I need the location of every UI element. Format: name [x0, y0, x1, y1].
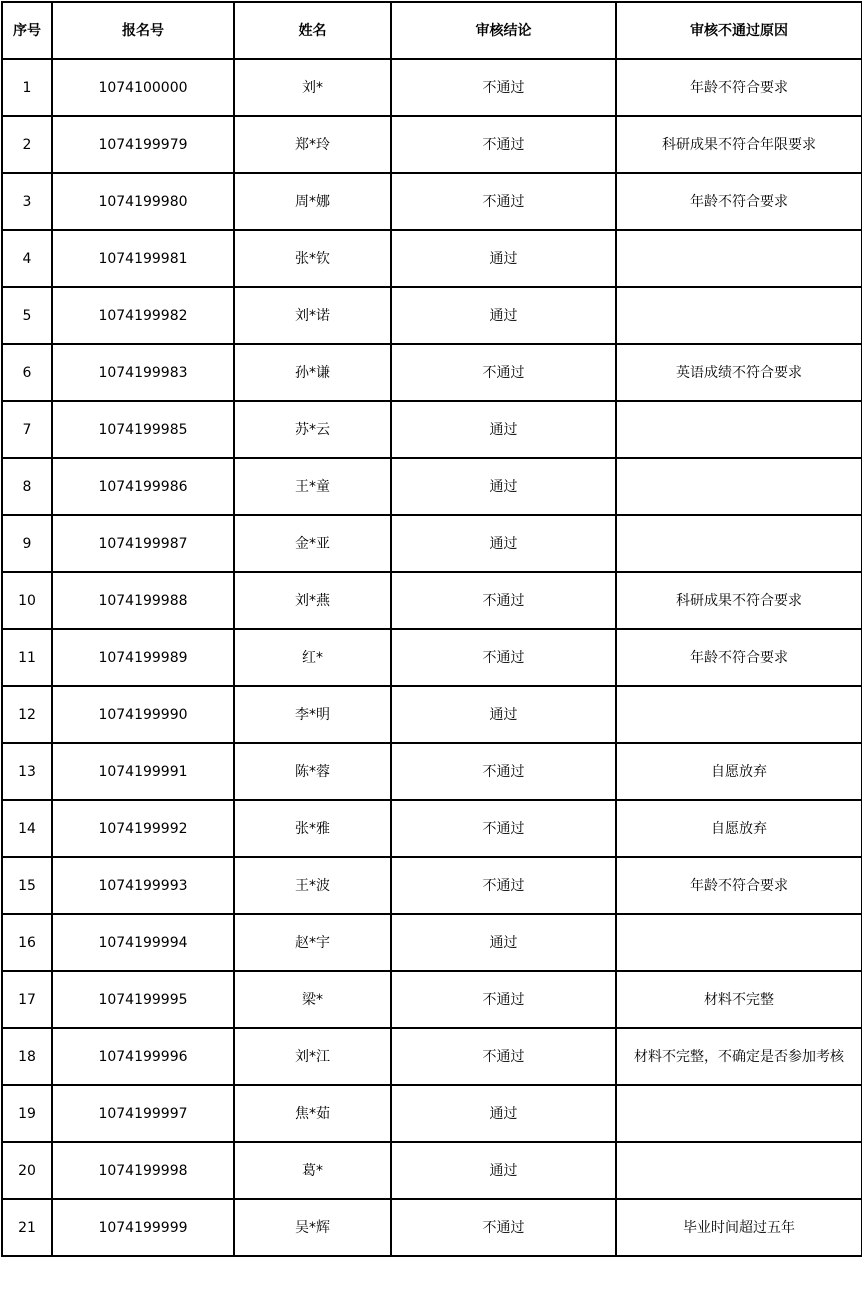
cell-rejection-reason [616, 458, 862, 515]
cell-rejection-reason [616, 914, 862, 971]
cell-name: 赵*宇 [234, 914, 391, 971]
table-row [2, 116, 862, 173]
cell-rejection-reason: 英语成绩不符合要求 [616, 344, 862, 401]
table-row [2, 686, 862, 743]
cell-rejection-reason: 年龄不符合要求 [616, 173, 862, 230]
cell-registration-number: 1074199979 [52, 116, 234, 173]
cell-index: 17 [2, 971, 52, 1028]
cell-index: 10 [2, 572, 52, 629]
header-review-result: 审核结论 [391, 2, 616, 59]
cell-index: 14 [2, 800, 52, 857]
cell-review-result: 通过 [391, 401, 616, 458]
cell-index: 6 [2, 344, 52, 401]
cell-rejection-reason [616, 287, 862, 344]
cell-registration-number: 1074199999 [52, 1199, 234, 1256]
table-row [2, 800, 862, 857]
cell-rejection-reason: 年龄不符合要求 [616, 629, 862, 686]
cell-rejection-reason: 年龄不符合要求 [616, 857, 862, 914]
header-rejection-reason: 审核不通过原因 [616, 2, 862, 59]
cell-index: 16 [2, 914, 52, 971]
cell-registration-number: 1074199993 [52, 857, 234, 914]
table-header-row [2, 2, 862, 59]
cell-name: 焦*茹 [234, 1085, 391, 1142]
cell-index: 7 [2, 401, 52, 458]
cell-review-result: 不通过 [391, 971, 616, 1028]
cell-name: 刘*燕 [234, 572, 391, 629]
cell-index: 2 [2, 116, 52, 173]
cell-rejection-reason [616, 686, 862, 743]
cell-review-result: 通过 [391, 515, 616, 572]
cell-review-result: 不通过 [391, 1028, 616, 1085]
cell-name: 郑*玲 [234, 116, 391, 173]
table-row [2, 59, 862, 116]
cell-rejection-reason: 科研成果不符合年限要求 [616, 116, 862, 173]
cell-registration-number: 1074199992 [52, 800, 234, 857]
cell-review-result: 通过 [391, 287, 616, 344]
table-row [2, 230, 862, 287]
cell-name: 梁* [234, 971, 391, 1028]
cell-rejection-reason: 材料不完整，不确定是否参加考核 [616, 1028, 862, 1085]
table-row [2, 629, 862, 686]
cell-name: 张*钦 [234, 230, 391, 287]
cell-name: 周*娜 [234, 173, 391, 230]
cell-review-result: 不通过 [391, 629, 616, 686]
cell-registration-number: 1074199983 [52, 344, 234, 401]
table-row [2, 857, 862, 914]
cell-registration-number: 1074199989 [52, 629, 234, 686]
cell-index: 18 [2, 1028, 52, 1085]
review-results-table [1, 1, 862, 1257]
table-row [2, 344, 862, 401]
cell-name: 王*童 [234, 458, 391, 515]
cell-index: 4 [2, 230, 52, 287]
cell-rejection-reason [616, 401, 862, 458]
header-registration-number: 报名号 [52, 2, 234, 59]
cell-registration-number: 1074199987 [52, 515, 234, 572]
cell-name: 刘*诺 [234, 287, 391, 344]
cell-name: 红* [234, 629, 391, 686]
cell-name: 孙*谦 [234, 344, 391, 401]
cell-name: 王*波 [234, 857, 391, 914]
cell-index: 20 [2, 1142, 52, 1199]
table-body [2, 59, 862, 1256]
cell-rejection-reason [616, 1085, 862, 1142]
cell-review-result: 通过 [391, 1085, 616, 1142]
table-row [2, 287, 862, 344]
header-index: 序号 [2, 2, 52, 59]
table-row [2, 914, 862, 971]
cell-registration-number: 1074199985 [52, 401, 234, 458]
cell-name: 刘* [234, 59, 391, 116]
cell-rejection-reason: 年龄不符合要求 [616, 59, 862, 116]
cell-rejection-reason: 材料不完整 [616, 971, 862, 1028]
cell-index: 3 [2, 173, 52, 230]
cell-review-result: 不通过 [391, 116, 616, 173]
cell-name: 苏*云 [234, 401, 391, 458]
table-row [2, 401, 862, 458]
cell-index: 12 [2, 686, 52, 743]
cell-index: 13 [2, 743, 52, 800]
cell-rejection-reason [616, 230, 862, 287]
table-row [2, 515, 862, 572]
cell-name: 金*亚 [234, 515, 391, 572]
cell-index: 1 [2, 59, 52, 116]
table-row [2, 1085, 862, 1142]
table-row [2, 458, 862, 515]
cell-review-result: 不通过 [391, 173, 616, 230]
cell-index: 11 [2, 629, 52, 686]
cell-review-result: 不通过 [391, 800, 616, 857]
cell-rejection-reason: 自愿放弃 [616, 743, 862, 800]
cell-registration-number: 1074199980 [52, 173, 234, 230]
cell-registration-number: 1074199994 [52, 914, 234, 971]
cell-index: 15 [2, 857, 52, 914]
cell-registration-number: 1074100000 [52, 59, 234, 116]
table-row [2, 1028, 862, 1085]
cell-registration-number: 1074199997 [52, 1085, 234, 1142]
cell-index: 9 [2, 515, 52, 572]
cell-review-result: 不通过 [391, 344, 616, 401]
table-row [2, 173, 862, 230]
cell-index: 5 [2, 287, 52, 344]
cell-rejection-reason: 科研成果不符合要求 [616, 572, 862, 629]
cell-review-result: 不通过 [391, 857, 616, 914]
cell-name: 刘*江 [234, 1028, 391, 1085]
cell-registration-number: 1074199982 [52, 287, 234, 344]
cell-rejection-reason: 自愿放弃 [616, 800, 862, 857]
header-name: 姓名 [234, 2, 391, 59]
cell-name: 吴*辉 [234, 1199, 391, 1256]
cell-registration-number: 1074199988 [52, 572, 234, 629]
cell-review-result: 通过 [391, 458, 616, 515]
cell-name: 李*明 [234, 686, 391, 743]
cell-review-result: 通过 [391, 1142, 616, 1199]
cell-review-result: 通过 [391, 230, 616, 287]
cell-review-result: 不通过 [391, 572, 616, 629]
table-row [2, 1199, 862, 1256]
cell-registration-number: 1074199998 [52, 1142, 234, 1199]
cell-review-result: 不通过 [391, 59, 616, 116]
table-row [2, 743, 862, 800]
cell-registration-number: 1074199990 [52, 686, 234, 743]
cell-registration-number: 1074199996 [52, 1028, 234, 1085]
cell-registration-number: 1074199991 [52, 743, 234, 800]
cell-registration-number: 1074199981 [52, 230, 234, 287]
cell-registration-number: 1074199995 [52, 971, 234, 1028]
cell-rejection-reason: 毕业时间超过五年 [616, 1199, 862, 1256]
table-row [2, 1142, 862, 1199]
cell-review-result: 通过 [391, 686, 616, 743]
cell-name: 张*雅 [234, 800, 391, 857]
table-row [2, 971, 862, 1028]
cell-name: 陈*蓉 [234, 743, 391, 800]
cell-name: 葛* [234, 1142, 391, 1199]
cell-index: 19 [2, 1085, 52, 1142]
cell-review-result: 不通过 [391, 1199, 616, 1256]
table-row [2, 572, 862, 629]
cell-index: 21 [2, 1199, 52, 1256]
cell-rejection-reason [616, 1142, 862, 1199]
cell-registration-number: 1074199986 [52, 458, 234, 515]
cell-review-result: 不通过 [391, 743, 616, 800]
cell-rejection-reason [616, 515, 862, 572]
cell-review-result: 通过 [391, 914, 616, 971]
cell-index: 8 [2, 458, 52, 515]
